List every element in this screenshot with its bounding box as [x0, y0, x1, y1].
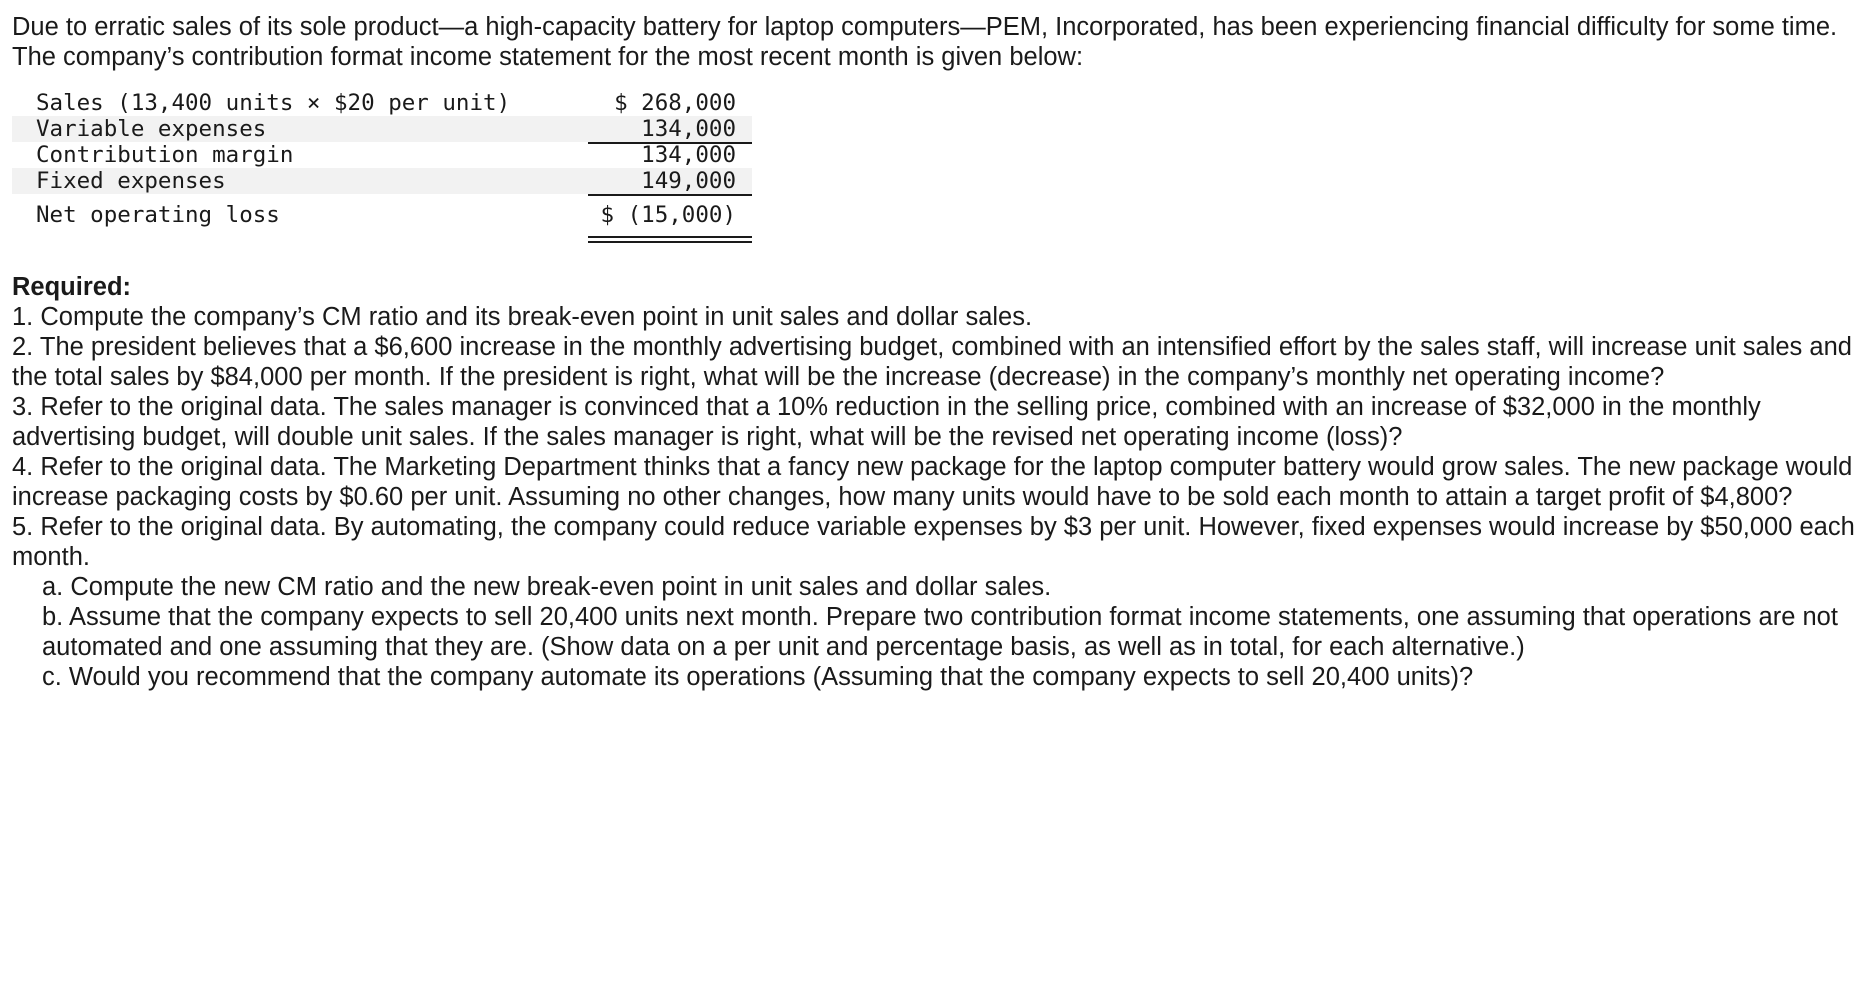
- question-3: 3. Refer to the original data. The sales manager is convinced that a 10% reduction in the selling price, combined with an increase of $32,000 in the monthly advertising budget, will double unit sales. If the sales manager is right, what will be the revised net operating income (loss)?: [12, 393, 1761, 451]
- statement-row-net-operating-loss: [12, 198, 752, 232]
- income-statement: [12, 90, 752, 232]
- row-label: Contribution margin: [36, 142, 294, 168]
- row-amount: $ 268,000: [614, 90, 736, 116]
- subtotal-rule: [588, 194, 752, 196]
- row-amount: 134,000: [641, 142, 736, 168]
- question-5b: b. Assume that the company expects to sell 20,400 units next month. Prepare two contribution format income statements, one assuming that operations are not automated and one assuming that they are. (Show data on a per unit and percentage basis, as well as in total, for each alternative.): [42, 603, 1838, 661]
- question-1: 1. Compute the company’s CM ratio and its break-even point in unit sales and dollar sales.: [12, 303, 1033, 331]
- required-title: Required:: [12, 273, 132, 301]
- required-section: [12, 272, 1862, 692]
- question-5a: a. Compute the new CM ratio and the new break-even point in unit sales and dollar sales.: [42, 573, 1052, 601]
- double-underline-top: [588, 236, 752, 238]
- question-5: 5. Refer to the original data. By automating, the company could reduce variable expenses by $3 per unit. However, fixed expenses would increase by $50,000 each month.: [12, 513, 1855, 571]
- statement-row-contribution-margin: [12, 142, 752, 168]
- row-amount: 134,000: [641, 116, 736, 142]
- question-5c: c. Would you recommend that the company automate its operations (Assuming that the company expects to sell 20,400 units)?: [42, 663, 1474, 691]
- row-label: Fixed expenses: [36, 168, 226, 194]
- row-label: Net operating loss: [36, 202, 280, 228]
- statement-row-sales: [12, 90, 752, 116]
- row-amount: 149,000: [641, 168, 736, 194]
- problem-page: [12, 12, 1862, 692]
- row-label: Variable expenses: [36, 116, 267, 142]
- question-4: 4. Refer to the original data. The Marketing Department thinks that a fancy new package for the laptop computer battery would grow sales. The new package would increase packaging costs by $0.60 per unit. Assuming no other changes, how many units would have to be sold each month to attain a target profit of $4,800?: [12, 453, 1853, 511]
- statement-row-fixed-expenses: [12, 168, 752, 194]
- row-amount: $ (15,000): [600, 202, 736, 228]
- question-2: 2. The president believes that a $6,600 increase in the monthly advertising budget, combined with an intensified effort by the sales staff, will increase unit sales and the total sales by $84,000 per month. If the president is right, what will be the increase (decrease) in the company’s monthly net operating income?: [12, 333, 1852, 391]
- double-underline-bottom: [588, 241, 752, 243]
- row-label: Sales (13,400 units × $20 per unit): [36, 90, 511, 116]
- statement-row-variable-expenses: [12, 116, 752, 142]
- intro-paragraph: Due to erratic sales of its sole product—a high-capacity battery for laptop computers—PEM, Incorporated, has been experiencing financial difficulty for some time. The company’s contribution format income statement for the most recent month is given below:: [12, 13, 1838, 71]
